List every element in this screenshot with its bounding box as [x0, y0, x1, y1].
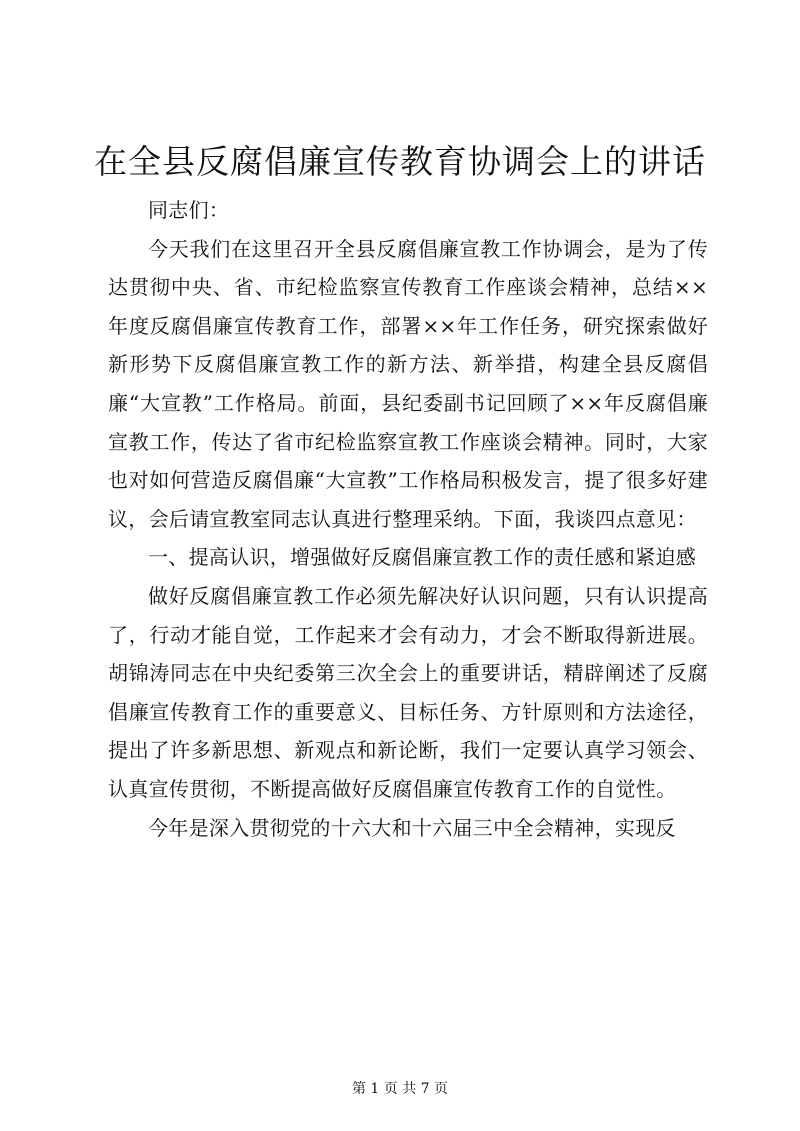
- page-number-footer: 第 1 页 共 7 页: [351, 1081, 449, 1097]
- body-paragraph: 今年是深入贯彻党的十六大和十六届三中全会精神，实现反: [148, 815, 676, 840]
- section-heading-1: 一、提高认识，增强做好反腐倡廉宣教工作的责任感和紧迫感: [148, 545, 697, 570]
- intro-paragraph: 今天我们在这里召开全县反腐倡廉宣教工作协调会，是为了传达贯彻中央、省、市纪检监察宣传教育工作座谈会精神，总结××年度反腐倡廉宣传教育工作，部署××年工作任务，研究探索做好新形势下反腐倡廉宣教工作的新方法、新举措，构建全县反腐倡廉“大宣教”工作格局。前面，县纪委副书记回顾了××年反腐倡廉宣教工作，传达了省市纪检监察宣教工作座谈会精神。同时，大家也对如何营造反腐倡廉“大宣教”工作格局积极发言，提了很多好建议，会后请宣教室同志认真进行整理采纳。下面，我谈四点意见：: [108, 236, 708, 531]
- document-title: 在全县反腐倡廉宣传教育协调会上的讲话: [94, 142, 706, 181]
- salutation-paragraph: 同志们：: [148, 198, 230, 222]
- body-paragraph: 做好反腐倡廉宣教工作必须先解决好认识问题，只有认识提高了，行动才能自觉，工作起来才会有动力，才会不断取得新进展。胡锦涛同志在中央纪委第三次全会上的重要讲话，精辟阐述了反腐倡廉宣传教育工作的重要意义、目标任务、方针原则和方法途径，提出了许多新思想、新观点和新论断，我们一定要认真学习领会、认真宣传贯彻，不断提高做好反腐倡廉宣传教育工作的自觉性。: [108, 583, 708, 801]
- document-body: [108, 191, 708, 847]
